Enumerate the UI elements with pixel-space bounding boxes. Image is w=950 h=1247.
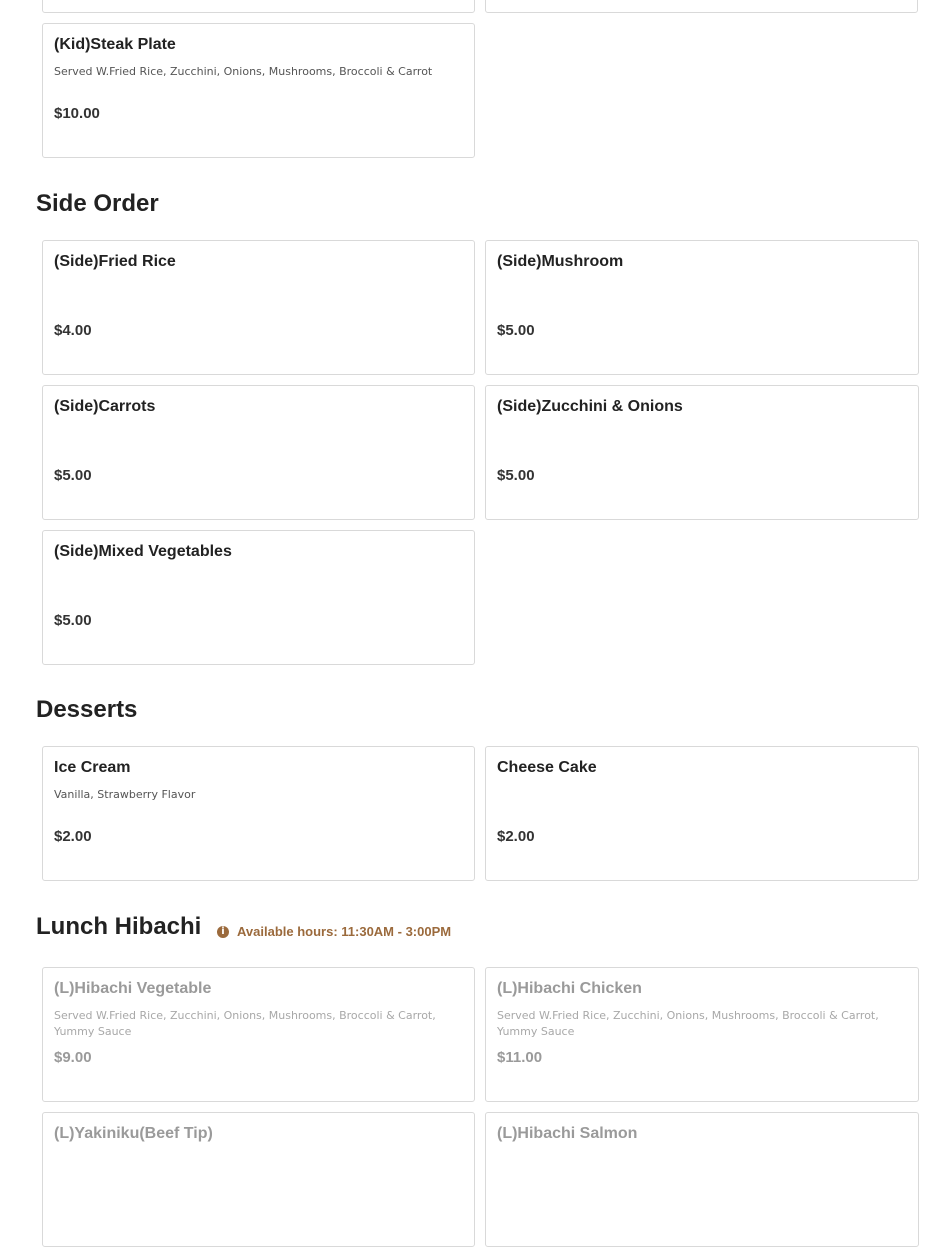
menu-item-side-fried-rice[interactable] [42, 240, 475, 375]
item-description: Served W.Fried Rice, Zucchini, Onions, Mushrooms, Broccoli & Carrot, Yummy Sauce [54, 1009, 436, 1038]
menu-item-side-carrots[interactable] [42, 385, 475, 520]
menu-item-card[interactable] [485, 0, 918, 13]
item-name: Ice Cream [54, 759, 131, 776]
menu-item-kid-steak-plate[interactable] [42, 23, 475, 158]
menu-item-cheese-cake[interactable] [485, 746, 919, 881]
item-price: $10.00 [54, 105, 100, 122]
availability-hours-text: Available hours: 11:30AM - 3:00PM [237, 924, 452, 939]
menu-item-card[interactable] [42, 0, 475, 13]
menu-item-lunch-hibachi-vegetable[interactable] [42, 967, 475, 1102]
item-price: $2.00 [497, 828, 535, 845]
menu-item-lunch-yakiniku[interactable] [42, 1112, 475, 1247]
item-price: $5.00 [54, 612, 92, 629]
menu-item-lunch-hibachi-salmon[interactable] [485, 1112, 919, 1247]
item-price: $5.00 [497, 322, 535, 339]
item-price: $4.00 [54, 322, 92, 339]
section-title-side-order: Side Order [36, 190, 159, 217]
item-name: (Side)Zucchini & Onions [497, 398, 683, 415]
item-price: $11.00 [497, 1049, 543, 1066]
item-description: Served W.Fried Rice, Zucchini, Onions, Mushrooms, Broccoli & Carrot, Yummy Sauce [497, 1009, 879, 1038]
item-name: Cheese Cake [497, 759, 597, 776]
section-title-lunch-hibachi: Lunch Hibachi [36, 913, 202, 940]
menu-item-side-zucchini-onions[interactable] [485, 385, 919, 520]
item-name: (Side)Mixed Vegetables [54, 543, 232, 560]
item-price: $2.00 [54, 828, 92, 845]
menu-item-side-mushroom[interactable] [485, 240, 919, 375]
item-price: $5.00 [497, 467, 535, 484]
item-name: (Side)Carrots [54, 398, 156, 415]
item-name: (Side)Mushroom [497, 253, 624, 270]
item-price: $9.00 [54, 1049, 92, 1066]
item-price: $5.00 [54, 467, 92, 484]
item-name: (L)Yakiniku(Beef Tip) [54, 1125, 213, 1142]
menu-item-lunch-hibachi-chicken[interactable] [485, 967, 919, 1102]
info-icon: i [217, 926, 229, 938]
item-description: Vanilla, Strawberry Flavor [54, 788, 196, 801]
section-title-desserts: Desserts [36, 696, 138, 723]
menu-item-side-mixed-vegetables[interactable] [42, 530, 475, 665]
item-name: (L)Hibachi Vegetable [54, 980, 212, 997]
availability-hours [217, 924, 451, 939]
item-name: (Kid)Steak Plate [54, 36, 176, 53]
item-name: (L)Hibachi Chicken [497, 980, 642, 997]
menu-item-ice-cream[interactable] [42, 746, 475, 881]
item-name: (Side)Fried Rice [54, 253, 176, 270]
item-description: Served W.Fried Rice, Zucchini, Onions, Mushrooms, Broccoli & Carrot [54, 65, 433, 78]
item-name: (L)Hibachi Salmon [497, 1125, 638, 1142]
